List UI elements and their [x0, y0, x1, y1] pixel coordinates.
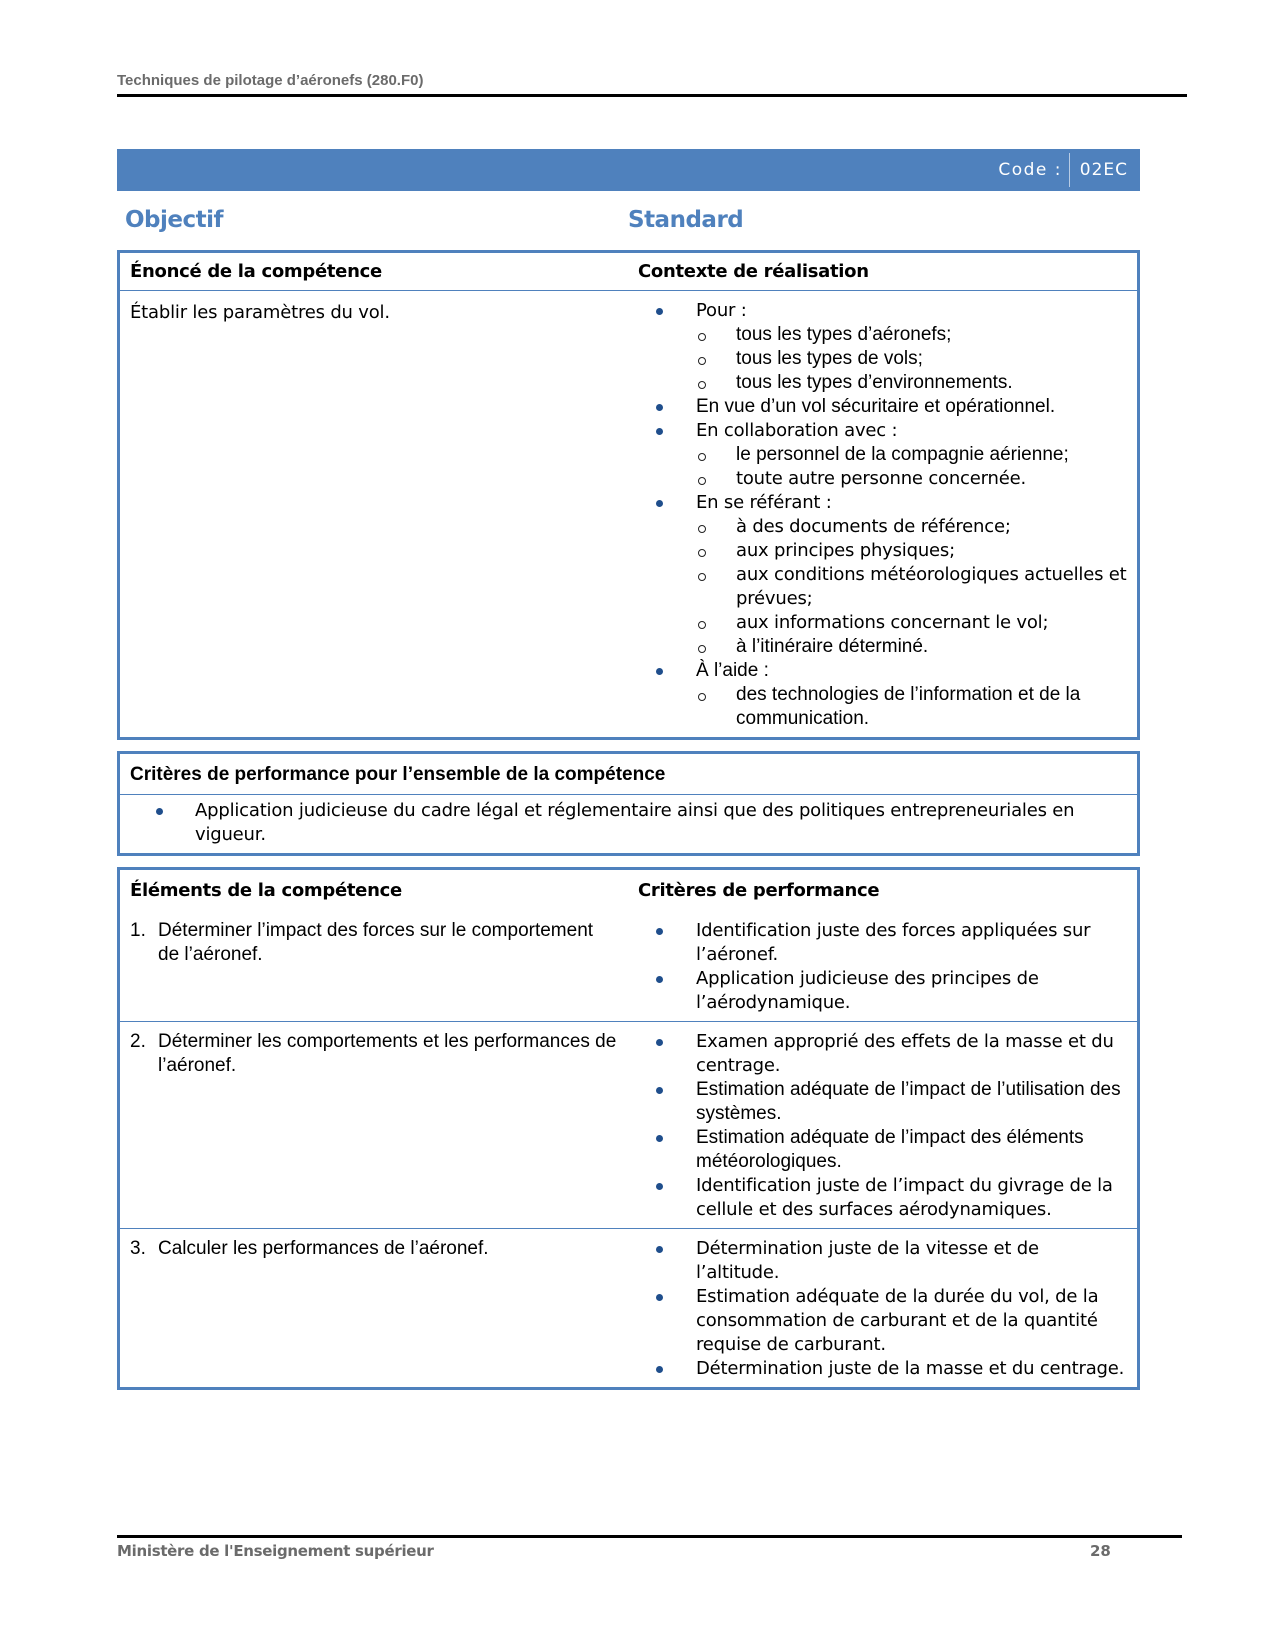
code-label: Code : [998, 160, 1062, 180]
bullet-text: En collaboration avec : [696, 420, 898, 441]
criteria-cell [628, 1022, 1137, 1228]
sub-list-item [694, 467, 1127, 491]
code-divider [1069, 153, 1070, 187]
sub-list-item [694, 347, 1127, 371]
element-text: Calculer les performances de l’aéronef. [158, 1238, 489, 1259]
element-list [130, 919, 618, 967]
bullet-text: Identification juste de l’impact du givrage de la cellule et des surfaces aérodynamiques. [696, 1175, 1113, 1220]
elements-table-header-row [120, 870, 1137, 911]
bullet-text: En se référant : [696, 492, 832, 513]
bullet-item [638, 299, 1127, 395]
circle-bullet-icon [698, 525, 706, 533]
sub-list-item [694, 323, 1127, 347]
global-criteria-list [130, 799, 1117, 847]
global-criteria-body-row [120, 794, 1137, 853]
element-number: 1. [130, 920, 146, 941]
competence-statement-header: Énoncé de la compétence [130, 261, 382, 282]
footer-rule [117, 1535, 1182, 1538]
circle-bullet-icon [698, 333, 706, 341]
bullet-text: Identification juste des forces appliquées sur l’aéronef. [696, 920, 1091, 965]
global-criteria-header: Critères de performance pour l’ensemble de la compétence [130, 764, 666, 785]
element-row [120, 911, 1137, 1021]
sub-list-text: aux conditions météorologiques actuelles et prévues; [736, 564, 1127, 609]
code-value: 02EC [1079, 160, 1128, 180]
sub-list [696, 515, 1127, 659]
bullet-item [638, 1357, 1127, 1381]
section-title-standard: Standard [628, 207, 744, 233]
bullet-text: Application judicieuse des principes de l’aérodynamique. [696, 968, 1039, 1013]
bullet-text: À l’aide : [696, 660, 769, 681]
bullet-item [638, 1126, 1127, 1174]
bullet-text: Examen approprié des effets de la masse et du centrage. [696, 1031, 1114, 1076]
context-cell [628, 291, 1137, 737]
global-criteria-cell [120, 795, 1137, 853]
bullet-icon [656, 404, 663, 411]
element-row [120, 1228, 1137, 1387]
bullet-item [638, 659, 1127, 731]
sub-list-text: aux informations concernant le vol; [736, 612, 1049, 633]
bullet-text: Estimation adéquate de l’impact des éléments météorologiques. [696, 1127, 1084, 1172]
elements-rows [120, 911, 1137, 1387]
footer-ministry: Ministère de l'Enseignement supérieur [117, 1542, 434, 1560]
bullet-item [130, 799, 1117, 847]
code-bar [117, 149, 1140, 191]
circle-bullet-icon [698, 645, 706, 653]
bullet-item [638, 1078, 1127, 1126]
sub-list-item [694, 443, 1127, 467]
bullet-icon [656, 428, 663, 435]
sub-list [696, 323, 1127, 395]
element-number: 3. [130, 1238, 146, 1259]
circle-bullet-icon [698, 357, 706, 365]
bullet-text: En vue d’un vol sécuritaire et opérationnel. [696, 396, 1056, 417]
header-rule [117, 94, 1187, 97]
circle-bullet-icon [698, 453, 706, 461]
bullet-icon [656, 1366, 663, 1373]
bullet-text: Détermination juste de la masse et du centrage. [696, 1358, 1125, 1379]
criteria-cell [628, 911, 1137, 1021]
element-item [130, 1030, 618, 1078]
circle-bullet-icon [698, 573, 706, 581]
circle-bullet-icon [698, 549, 706, 557]
context-list [638, 299, 1127, 731]
bullet-text: Détermination juste de la vitesse et de l’altitude. [696, 1238, 1039, 1283]
element-number: 2. [130, 1031, 146, 1052]
sub-list [696, 443, 1127, 491]
bullet-text: Estimation adéquate de la durée du vol, de la consommation de carburant et de la quantité requise de carburant. [696, 1286, 1099, 1355]
bullet-item [638, 1174, 1127, 1222]
bullet-icon [156, 808, 163, 815]
bullet-item [638, 395, 1127, 419]
sub-list-item [694, 515, 1127, 539]
sub-list-item [694, 683, 1127, 731]
bullet-item [638, 1237, 1127, 1285]
competence-table [117, 250, 1140, 740]
element-list [130, 1237, 618, 1261]
competence-table-body-row [120, 290, 1137, 737]
sub-list-text: aux principes physiques; [736, 540, 955, 561]
bullet-icon [656, 500, 663, 507]
global-criteria-box [117, 751, 1140, 856]
bullet-icon [656, 1039, 663, 1046]
section-title-objectif: Objectif [125, 207, 224, 233]
bullet-icon [656, 1246, 663, 1253]
bullet-icon [656, 668, 663, 675]
bullet-item [638, 419, 1127, 491]
criteria-list [638, 919, 1127, 1015]
bullet-item [638, 919, 1127, 967]
element-item [130, 919, 618, 967]
bullet-icon [656, 1183, 663, 1190]
page-number: 28 [1090, 1542, 1111, 1560]
bullet-item [638, 1285, 1127, 1357]
sub-list-item [694, 371, 1127, 395]
bullet-icon [656, 976, 663, 983]
criteria-header: Critères de performance [638, 880, 880, 901]
element-list [130, 1030, 618, 1078]
global-criteria-header-row [120, 754, 1137, 794]
competence-table-header-row [120, 253, 1137, 290]
running-header-title: Techniques de pilotage d’aéronefs (280.F0) [117, 72, 424, 89]
element-text: Déterminer les comportements et les performances de l’aéronef. [158, 1031, 617, 1076]
bullet-icon [656, 308, 663, 315]
element-cell [120, 1022, 628, 1228]
sub-list-item [694, 539, 1127, 563]
element-cell [120, 1229, 628, 1387]
competence-statement: Établir les paramètres du vol. [130, 302, 390, 323]
sub-list-item [694, 563, 1127, 611]
bullet-icon [656, 1135, 663, 1142]
element-cell [120, 911, 628, 1021]
sub-list-item [694, 635, 1127, 659]
elements-table [117, 867, 1140, 1390]
sub-list-text: toute autre personne concernée. [736, 468, 1026, 489]
sub-list-item [694, 611, 1127, 635]
bullet-icon [656, 1294, 663, 1301]
sub-list-text: tous les types d’aéronefs; [736, 324, 952, 345]
sub-list-text: tous les types d’environnements. [736, 372, 1013, 393]
sub-list-text: à l’itinéraire déterminé. [736, 636, 929, 657]
bullet-item [638, 1030, 1127, 1078]
context-header: Contexte de réalisation [638, 261, 869, 282]
criteria-list [638, 1237, 1127, 1381]
sub-list [696, 683, 1127, 731]
sub-list-text: le personnel de la compagnie aérienne; [736, 444, 1069, 465]
sub-list-text: à des documents de référence; [736, 516, 1011, 537]
bullet-icon [656, 928, 663, 935]
bullet-item [638, 967, 1127, 1015]
sub-list-text: tous les types de vols; [736, 348, 923, 369]
bullet-text: Application judicieuse du cadre légal et réglementaire ainsi que des politiques entrepreneuriales en vigueur. [195, 800, 1075, 845]
bullet-icon [656, 1087, 663, 1094]
element-text: Déterminer l’impact des forces sur le comportement de l’aéronef. [158, 920, 594, 965]
elements-header: Éléments de la compétence [130, 880, 402, 901]
bullet-text: Estimation adéquate de l’impact de l’utilisation des systèmes. [696, 1079, 1121, 1124]
criteria-list [638, 1030, 1127, 1222]
criteria-cell [628, 1229, 1137, 1387]
bullet-text: Pour : [696, 300, 747, 321]
bullet-item [638, 491, 1127, 659]
element-item [130, 1237, 618, 1261]
circle-bullet-icon [698, 621, 706, 629]
element-row [120, 1021, 1137, 1228]
circle-bullet-icon [698, 693, 706, 701]
sub-list-text: des technologies de l’information et de la communication. [736, 684, 1081, 729]
circle-bullet-icon [698, 381, 706, 389]
circle-bullet-icon [698, 477, 706, 485]
